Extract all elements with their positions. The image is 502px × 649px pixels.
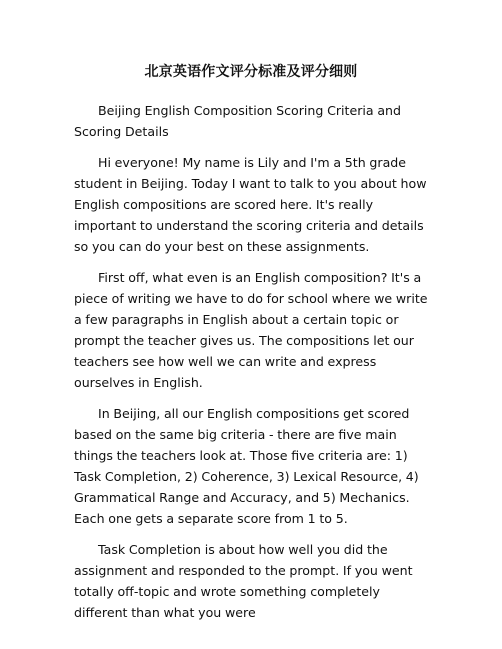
document-subtitle: Beijing English Composition Scoring Criteria and Scoring Details <box>74 103 402 139</box>
paragraph-1: Hi everyone! My name is Lily and I'm a 5th grade student in Beijing. Today I want to talk to you about how English compositions are scored here. It's really important to understand the scoring criteria and details so you can do your best on these assignments. <box>74 155 427 254</box>
paragraph-2: First off, what even is an English composition? It's a piece of writing we have to do for school where we write a few paragraphs in English about a certain topic or prompt the teacher gives us. The compositions let our teachers see how well we can write and express ourselves in English. <box>74 270 428 390</box>
paragraph-4: Task Completion is about how well you did the assignment and responded to the prompt. If you went totally off-topic and wrote something completely different than what you were <box>74 542 413 620</box>
paragraph-3: In Beijing, all our English compositions get scored based on the same big criteria - there are five main things the teachers look at. Those five criteria are: 1) Task Completion, 2) Coherence, 3) Lexical Resource, 4) Grammatical Range and Accuracy, and 5) Mechanics. Each one gets a separate score from 1 to 5. <box>74 406 419 526</box>
document-title: 北京英语作文评分标准及评分细则 <box>144 64 358 80</box>
